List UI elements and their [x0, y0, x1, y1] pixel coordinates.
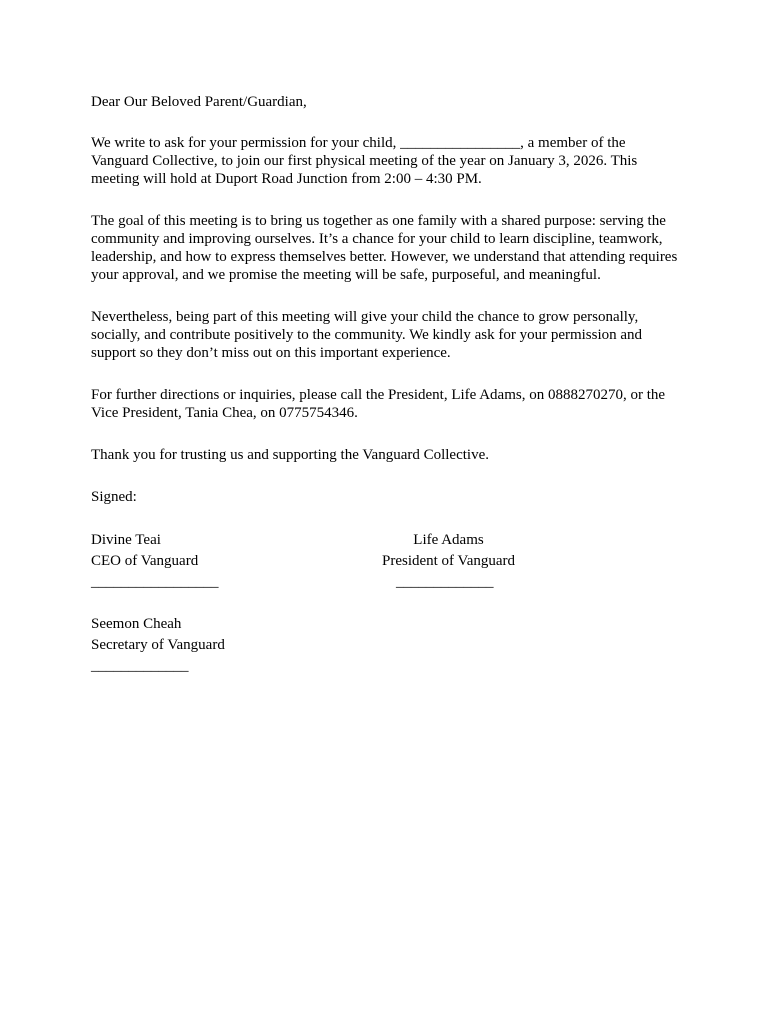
signature-line: _________________: [91, 574, 219, 590]
signatory-title: President of Vanguard: [381, 553, 516, 569]
signatory-title: Secretary of Vanguard: [91, 637, 225, 653]
paragraph-meeting-goal: The goal of this meeting is to bring us together as one family with a shared purpose: serving the community and improving ourselves. It’s a chance for your child to learn discipline, teamwork, leadership, and how to express themselves better. However, we understand that attending requires your approval, and we promise the meeting will be safe, purposeful, and meaningful.: [91, 213, 678, 283]
signatory-title: CEO of Vanguard: [91, 553, 199, 569]
paragraph-benefits: Nevertheless, being part of this meeting will give your child the chance to grow personally, socially, and contribute positively to the community. We kindly ask for your permission and support so they don’t miss out on this important experience.: [91, 309, 643, 361]
signatory-name: Divine Teai: [91, 532, 161, 548]
paragraph-permission-request: We write to ask for your permission for your child, ________________, a member of the Vanguard Collective, to join our first physical meeting of the year on January 3, 2026. This meeting will hold at Duport Road Junction from 2:00 – 4:30 PM.: [91, 135, 638, 187]
letter-greeting: Dear Our Beloved Parent/Guardian,: [91, 94, 307, 110]
signature-block-ceo: [91, 530, 226, 593]
paragraph-contact-info: For further directions or inquiries, please call the President, Life Adams, on 0888270270, or the Vice President, Tania Chea, on 0775754346.: [91, 387, 666, 421]
signatory-name: Seemon Cheah: [91, 616, 182, 632]
signature-block-president: [381, 530, 516, 593]
signature-line: _____________: [91, 658, 189, 674]
signature-row-top: [91, 530, 681, 596]
letter-body: [91, 93, 681, 677]
signature-block-secretary: [91, 614, 681, 677]
paragraph-thank-you: Thank you for trusting us and supporting the Vanguard Collective.: [91, 447, 489, 463]
signatory-name: Life Adams: [413, 532, 484, 548]
signed-label: Signed:: [91, 489, 137, 505]
signature-line: _____________: [396, 574, 494, 590]
